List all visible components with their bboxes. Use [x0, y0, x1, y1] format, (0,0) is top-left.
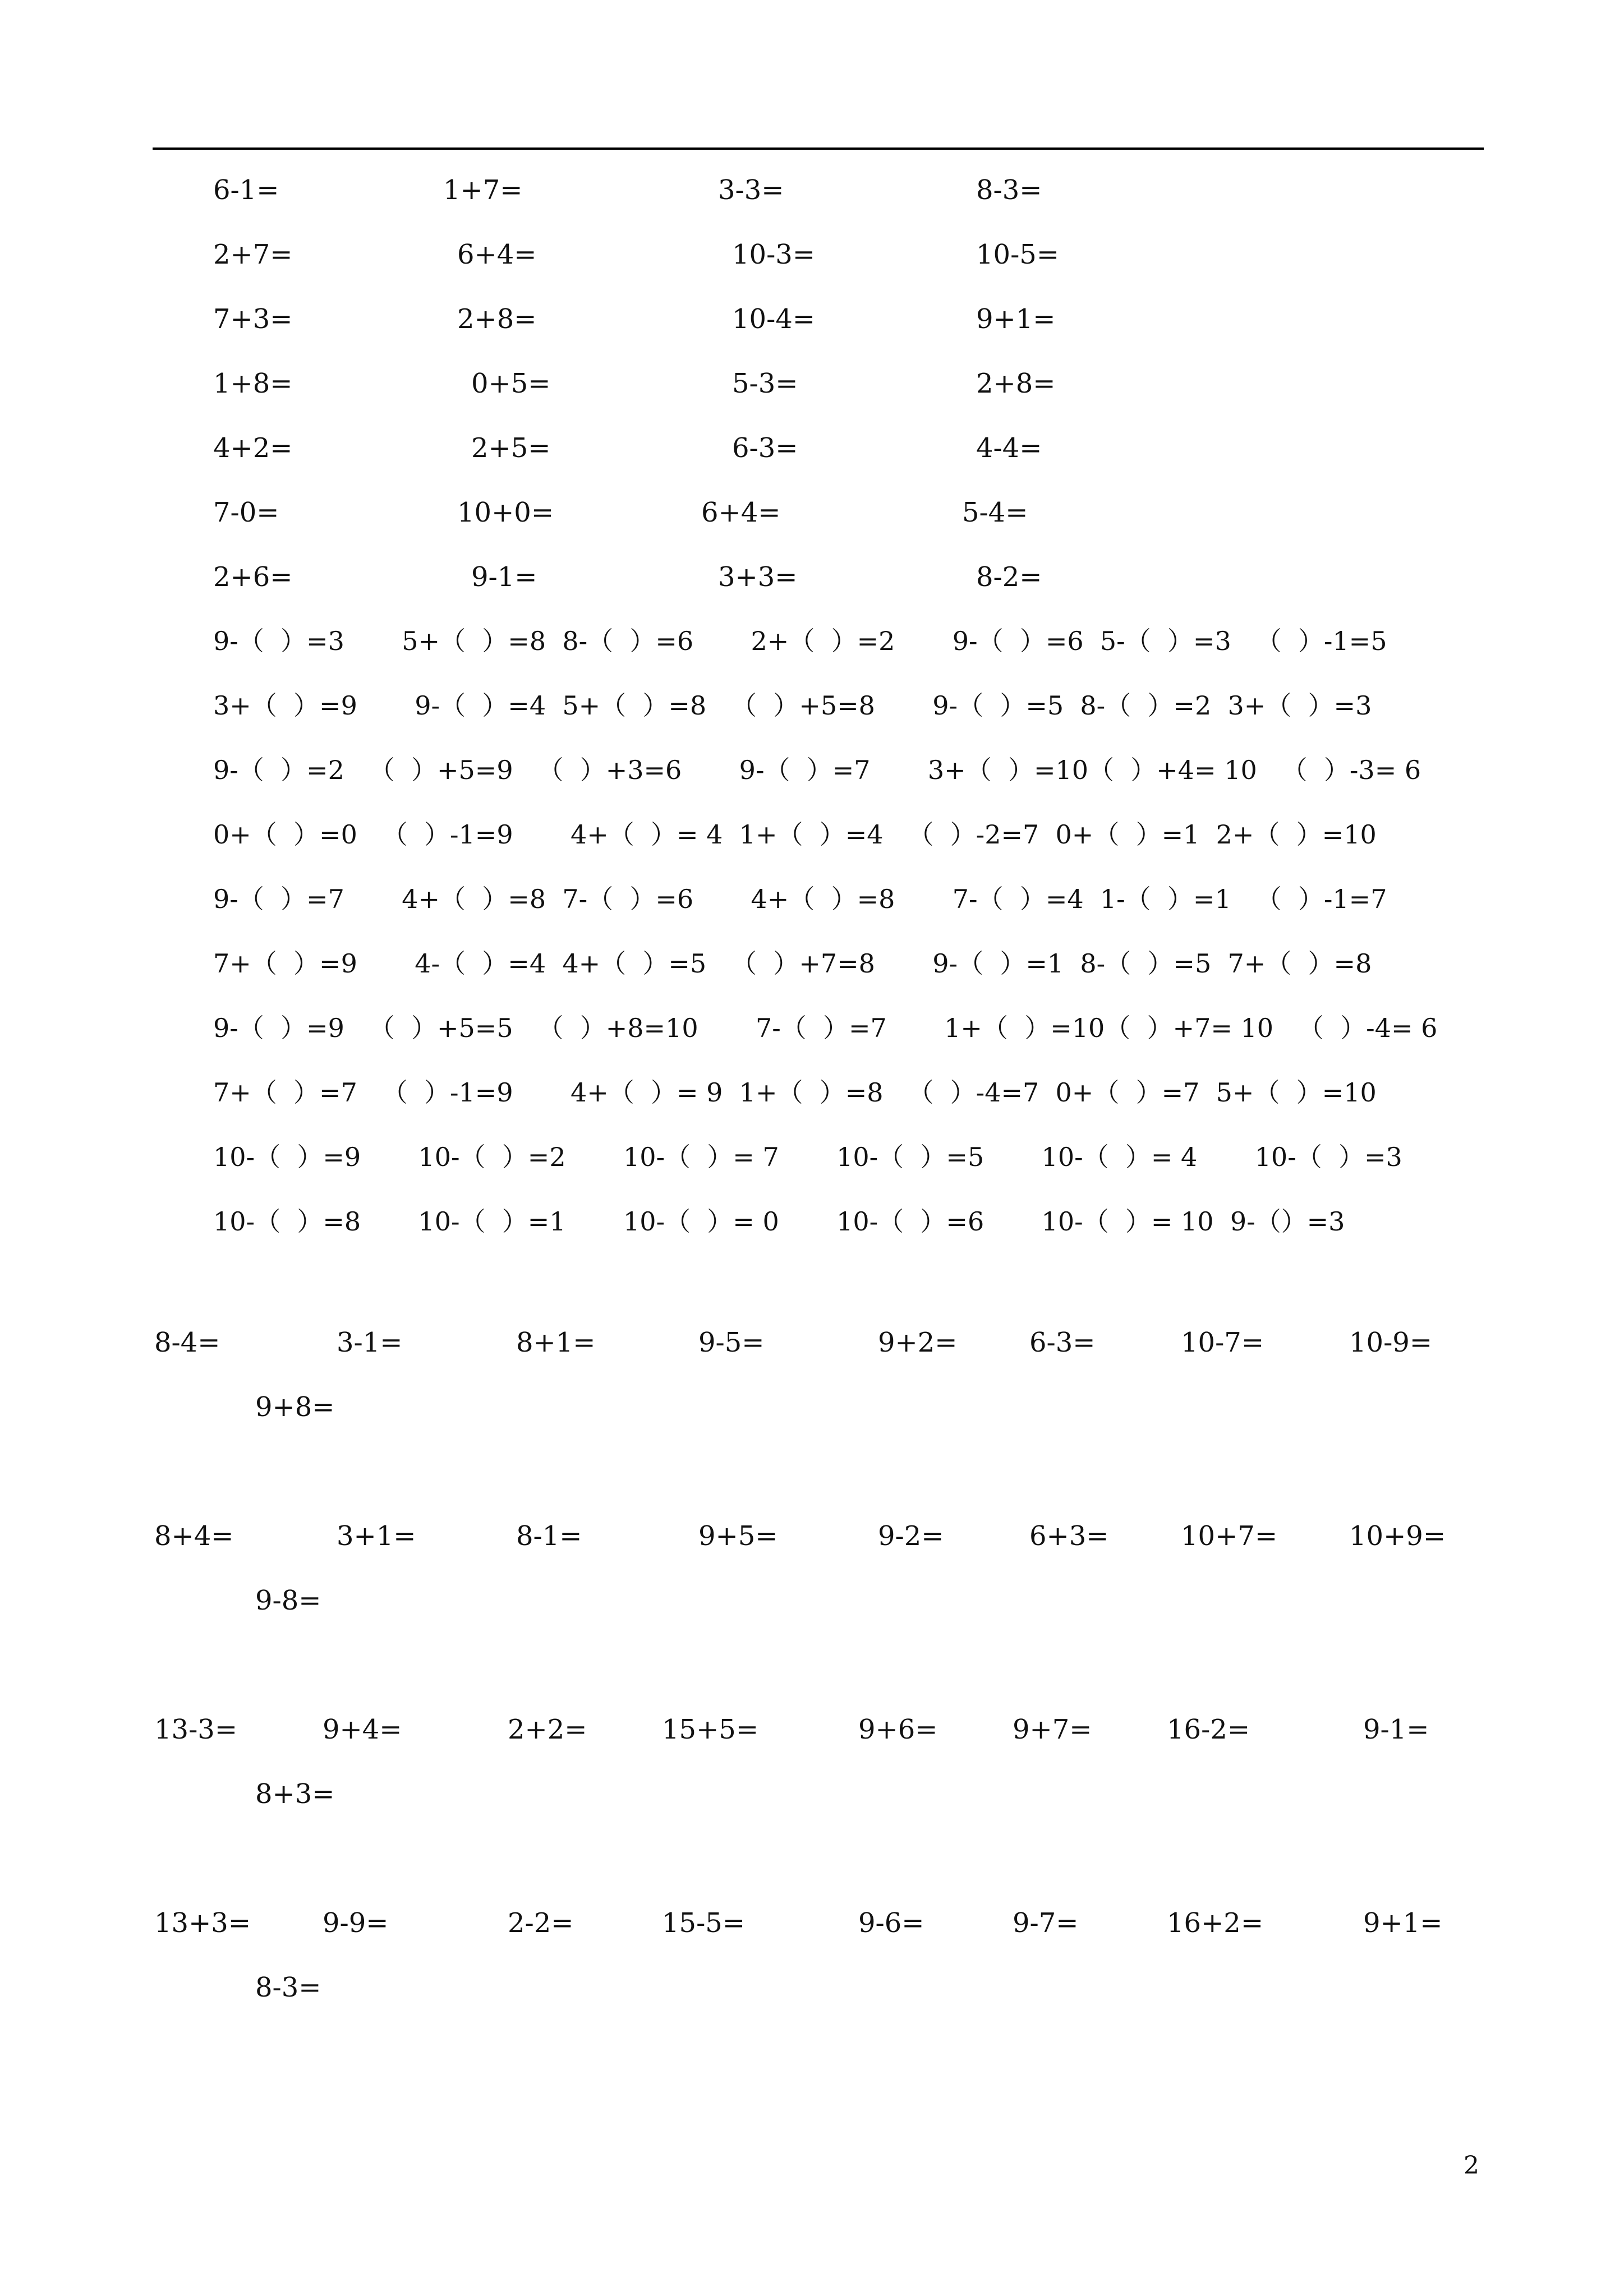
exercise: 0+5=	[471, 368, 551, 399]
exercise: 6-1=	[213, 174, 279, 206]
exercise: 10-4=	[732, 303, 816, 335]
exercise: 9+1=	[976, 303, 1056, 335]
exercise: 10-5=	[976, 239, 1060, 270]
exercise: 7-0=	[213, 497, 279, 528]
exercise: 8-3=	[976, 174, 1042, 206]
exercise: 10-9=	[1349, 1327, 1433, 1358]
exercise: 9+5=	[698, 1520, 778, 1552]
exercise: 4-4=	[976, 432, 1042, 464]
exercise: 8+1=	[516, 1327, 596, 1358]
exercise: 2+8=	[976, 368, 1056, 399]
exercise: 1+8=	[213, 368, 293, 399]
exercise: 9+6=	[858, 1714, 938, 1745]
exercise: 9-7=	[1013, 1907, 1079, 1939]
exercise: 4+2=	[213, 432, 293, 464]
exercise: 13+3=	[154, 1907, 251, 1939]
blank-row: 9-（ ）=9 （ ）+5=5 （ ）+8=10 7-（ ）=7 1+（ ）=10（ ）+7= 10 （ ）-4= 6	[213, 1013, 1438, 1043]
exercise: 9+2=	[878, 1327, 958, 1358]
exercise: 8-1=	[516, 1520, 582, 1552]
exercise: 8-3=	[255, 1972, 321, 2003]
exercise: 10-3=	[732, 239, 816, 270]
exercise: 9-6=	[858, 1907, 924, 1939]
header-rule	[153, 147, 1484, 150]
page-number: 2	[1464, 2151, 1479, 2180]
blank-row: 3+（ ）=9 9-（ ）=4 5+（ ）=8 （ ）+5=8 9-（ ）=5 8-（ ）=2 3+（ ）=3	[213, 690, 1372, 721]
blank-row: 10-（ ）=9 10-（ ）=2 10-（ ）= 7 10-（ ）=5 10-（ ）= 4 10-（ ）=3	[213, 1142, 1402, 1172]
exercise: 8-2=	[976, 561, 1042, 593]
exercise: 9-1=	[1363, 1714, 1429, 1745]
exercise: 9-1=	[471, 561, 537, 593]
exercise: 10+0=	[457, 497, 554, 528]
exercise: 9+1=	[1363, 1907, 1443, 1939]
blank-row: 7+（ ）=7 （ ）-1=9 4+（ ）= 9 1+（ ）=8 （ ）-4=7 0+（ ）=7 5+（ ）=10	[213, 1077, 1377, 1108]
exercise: 2+7=	[213, 239, 293, 270]
exercise: 2-2=	[508, 1907, 574, 1939]
exercise: 3+1=	[337, 1520, 416, 1552]
exercise: 9+4=	[323, 1714, 402, 1745]
blank-row: 0+（ ）=0 （ ）-1=9 4+（ ）= 4 1+（ ）=4 （ ）-2=7 0+（ ）=1 2+（ ）=10	[213, 819, 1377, 850]
exercise: 16-2=	[1167, 1714, 1250, 1745]
exercise: 9+8=	[255, 1391, 335, 1423]
exercise: 6+3=	[1029, 1520, 1109, 1552]
exercise: 9-8=	[255, 1585, 321, 1616]
blank-row: 7+（ ）=9 4-（ ）=4 4+（ ）=5 （ ）+7=8 9-（ ）=1 8-（ ）=5 7+（ ）=8	[213, 948, 1372, 979]
exercise: 6-3=	[1029, 1327, 1096, 1358]
exercise: 8+3=	[255, 1778, 335, 1810]
exercise: 10-7=	[1181, 1327, 1264, 1358]
exercise: 9-5=	[698, 1327, 765, 1358]
exercise: 2+2=	[508, 1714, 587, 1745]
blank-row: 9-（ ）=2 （ ）+5=9 （ ）+3=6 9-（ ）=7 3+（ ）=10（ ）+4= 10 （ ）-3= 6	[213, 755, 1421, 785]
exercise: 9+7=	[1013, 1714, 1092, 1745]
exercise: 16+2=	[1167, 1907, 1264, 1939]
exercise: 5-3=	[732, 368, 798, 399]
exercise: 9-2=	[878, 1520, 944, 1552]
exercise: 6+4=	[457, 239, 537, 270]
exercise: 9-9=	[323, 1907, 389, 1939]
exercise: 7+3=	[213, 303, 293, 335]
exercise: 2+8=	[457, 303, 537, 335]
blank-row: 9-（ ）=7 4+（ ）=8 7-（ ）=6 4+（ ）=8 7-（ ）=4 1-（ ）=1 （ ）-1=7	[213, 884, 1387, 914]
exercise: 15+5=	[662, 1714, 759, 1745]
exercise: 1+7=	[443, 174, 523, 206]
exercise: 2+5=	[471, 432, 551, 464]
exercise: 8+4=	[154, 1520, 234, 1552]
exercise: 2+6=	[213, 561, 293, 593]
exercise: 3-3=	[718, 174, 784, 206]
exercise: 10+9=	[1349, 1520, 1446, 1552]
exercise: 6+4=	[701, 497, 781, 528]
exercise: 3-1=	[337, 1327, 403, 1358]
exercise: 10+7=	[1181, 1520, 1278, 1552]
exercise: 13-3=	[154, 1714, 238, 1745]
exercise: 6-3=	[732, 432, 798, 464]
blank-row: 10-（ ）=8 10-（ ）=1 10-（ ）= 0 10-（ ）=6 10-（ ）= 10 9-（）=3	[213, 1206, 1345, 1237]
blank-row: 9-（ ）=3 5+（ ）=8 8-（ ）=6 2+（ ）=2 9-（ ）=6 5-（ ）=3 （ ）-1=5	[213, 626, 1387, 656]
exercise: 8-4=	[154, 1327, 220, 1358]
exercise: 3+3=	[718, 561, 798, 593]
exercise: 15-5=	[662, 1907, 746, 1939]
exercise: 5-4=	[962, 497, 1028, 528]
